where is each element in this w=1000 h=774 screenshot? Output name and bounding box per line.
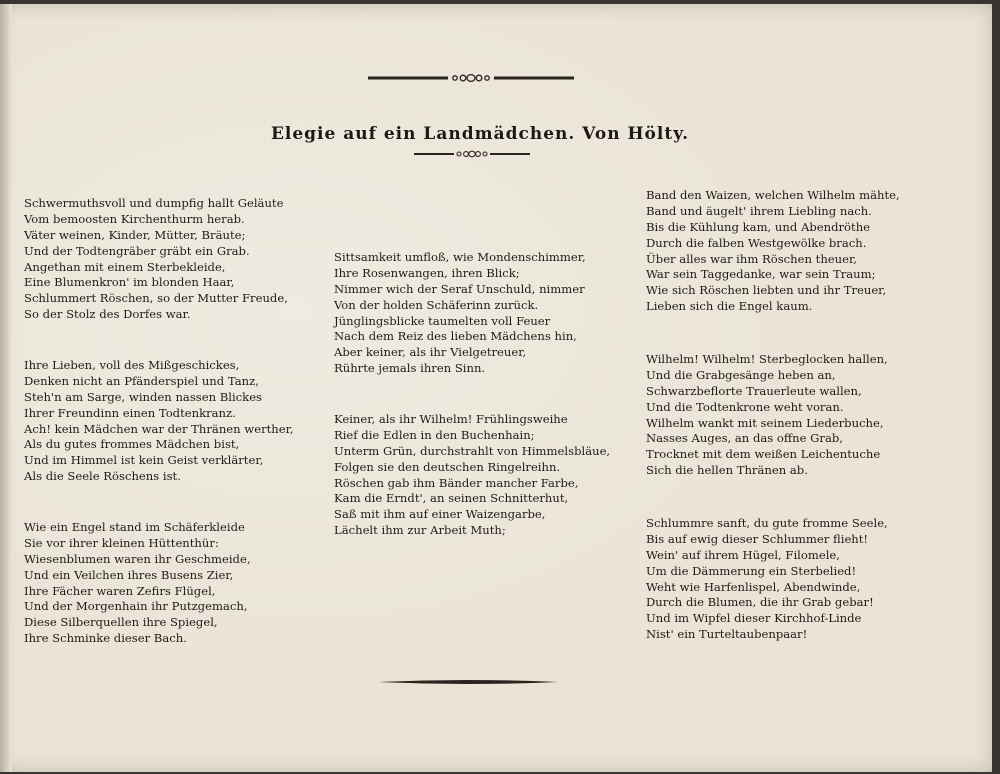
poem-line: Weht wie Harfenlispel, Abendwinde, <box>646 579 861 594</box>
poem-line: Bis auf ewig dieser Schlummer flieht! <box>646 531 869 546</box>
poem-line: Über alles war ihm Röschen theuer, <box>646 251 857 266</box>
poem-line: Wilhelm! Wilhelm! Sterbeglocken hallen, <box>646 352 888 366</box>
poem-title: Elegie auf ein Landmädchen. Von Hölty. <box>270 124 690 144</box>
poem-line: Bis die Kühlung kam, und Abendröthe <box>646 219 871 234</box>
poem-line: Durch die Blumen, die ihr Grab gebar! <box>646 595 874 610</box>
poem-line: Von der holden Schäferinn zurück. <box>334 297 539 312</box>
poem-line: Diese Silberquellen ihre Spiegel, <box>24 615 218 630</box>
poem-line: Wilhelm wankt mit seinem Liederbuche, <box>646 415 884 430</box>
poem-line: Um die Dämmerung ein Sterbelied! <box>646 563 857 578</box>
poem-line: Durch die falben Westgewölke brach. <box>646 235 867 250</box>
poem-line: Als die Seele Röschens ist. <box>24 469 181 484</box>
stanza-3 <box>24 520 251 647</box>
poem-line: Nasses Auges, an das offne Grab, <box>646 431 843 446</box>
poem-line: Als du gutes frommes Mädchen bist, <box>24 437 240 452</box>
poem-line: Nach dem Reiz des lieben Mädchens hin, <box>334 329 577 344</box>
poem-line: Ihre Schminke dieser Bach. <box>24 631 187 646</box>
poem-line: Kam die Erndt', an seinen Schnitterhut, <box>334 491 569 506</box>
poem-line: Ach! kein Mädchen war der Thränen werther, <box>24 421 294 436</box>
poem-line: Keiner, als ihr Wilhelm! Frühlingsweihe <box>334 412 568 426</box>
poem-line: Und der Morgenhain ihr Putzgemach, <box>24 599 248 614</box>
poem-line: Und die Grabgesänge heben an, <box>646 367 836 382</box>
poem-line: Wie ein Engel stand im Schäferkleide <box>24 520 245 534</box>
stanza-8 <box>646 516 888 643</box>
poem-line: Rührte jemals ihren Sinn. <box>334 361 486 376</box>
poem-line: Schwarzbeflorte Trauerleute wallen, <box>646 383 862 398</box>
poem-line: Und im Himmel ist kein Geist verklärter, <box>24 453 264 468</box>
poem-line: Sittsamkeit umfloß, wie Mondenschimmer, <box>334 250 586 264</box>
poem-line: Lächelt ihm zur Arbeit Muth; <box>334 523 506 538</box>
poem-line: Wiesenblumen waren ihr Geschmeide, <box>24 551 251 566</box>
poem-line: Angethan mit einem Sterbekleide, <box>24 259 226 274</box>
top-ornament <box>368 70 574 86</box>
poem-line: Röschen gab ihm Bänder mancher Farbe, <box>334 475 579 490</box>
stanza-6 <box>646 188 900 315</box>
book-page <box>0 4 992 772</box>
poem-line: Ihre Fächer waren Zefirs Flügel, <box>24 583 216 598</box>
poem-line: Wein' auf ihrem Hügel, Filomele, <box>646 547 840 562</box>
poem-line: Lieben sich die Engel kaum. <box>646 299 813 314</box>
poem-line: Jünglingsblicke taumelten voll Feuer <box>334 313 551 328</box>
stanza-5 <box>334 412 610 539</box>
poem-line: Saß mit ihm auf einer Waizengarbe, <box>334 507 546 522</box>
stanza-7 <box>646 352 888 479</box>
poem-line: Trocknet mit dem weißen Leichentuche <box>646 447 881 462</box>
poem-line: Schlummre sanft, du gute fromme Seele, <box>646 516 888 530</box>
poem-line: Unterm Grün, durchstrahlt von Himmelsbläue, <box>334 443 611 458</box>
poem-line: Und im Wipfel dieser Kirchhof-Linde <box>646 611 862 626</box>
poem-line: Sich die hellen Thränen ab. <box>646 463 808 478</box>
poem-line: Eine Blumenkron' im blonden Haar, <box>24 275 235 290</box>
poem-line: Band und äugelt' ihrem Liebling nach. <box>646 203 872 218</box>
bottom-rule <box>378 676 558 688</box>
poem-line: Ihre Rosenwangen, ihren Blick; <box>334 265 520 280</box>
poem-line: Steh'n am Sarge, winden nassen Blickes <box>24 389 263 404</box>
stanza-4 <box>334 250 586 377</box>
poem-line: War sein Taggedanke, war sein Traum; <box>646 267 876 282</box>
poem-line: Wie sich Röschen liebten und ihr Treuer, <box>646 283 887 298</box>
poem-line: Ihre Lieben, voll des Mißgeschickes, <box>24 358 240 372</box>
poem-line: Väter weinen, Kinder, Mütter, Bräute; <box>24 227 246 242</box>
poem-line: Vom bemoosten Kirchenthurm herab. <box>24 211 245 226</box>
poem-line: Nimmer wich der Seraf Unschuld, nimmer <box>334 281 585 296</box>
poem-line: Denken nicht an Pfänderspiel und Tanz, <box>24 373 259 388</box>
poem-line: Folgen sie den deutschen Ringelreihn. <box>334 459 561 474</box>
poem-line: Und ein Veilchen ihres Busens Zier, <box>24 567 234 582</box>
poem-line: Sie vor ihrer kleinen Hüttenthür: <box>24 535 219 550</box>
poem-line: Und der Todtengräber gräbt ein Grab. <box>24 243 250 258</box>
poem-line: Aber keiner, als ihr Vielgetreuer, <box>334 345 527 360</box>
poem-line: Nist' ein Turteltaubenpaar! <box>646 627 808 642</box>
stanza-2 <box>24 358 294 485</box>
poem-line: Rief die Edlen in den Buchenhain; <box>334 427 535 442</box>
poem-line: Und die Todtenkrone weht voran. <box>646 399 844 414</box>
poem-line: Band den Waizen, welchen Wilhelm mähte, <box>646 188 900 202</box>
page-gutter <box>0 4 12 772</box>
poem-line: Ihrer Freundinn einen Todtenkranz. <box>24 405 236 420</box>
poem-line: Schlummert Röschen, so der Mutter Freude, <box>24 291 288 306</box>
title-ornament <box>414 148 530 160</box>
stanza-1 <box>24 196 288 323</box>
poem-line: Schwermuthsvoll und dumpfig hallt Geläute <box>24 196 284 210</box>
poem-line: So der Stolz des Dorfes war. <box>24 307 191 322</box>
